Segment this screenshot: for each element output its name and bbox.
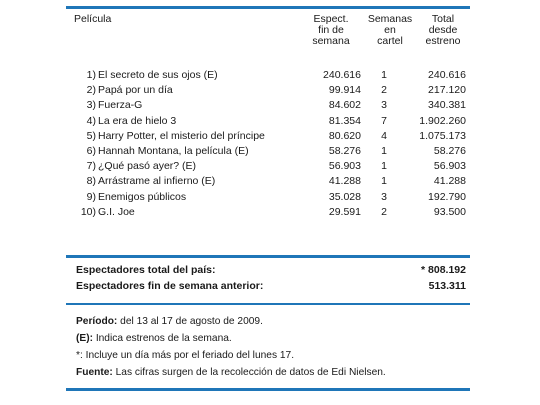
row-weeks: 7	[381, 114, 387, 127]
ranking-table	[66, 68, 470, 220]
row-rank: 3)	[86, 99, 96, 112]
row-title: La era de hielo 3	[98, 114, 177, 127]
table-row	[66, 159, 470, 174]
row-weeks: 1	[381, 144, 387, 157]
row-title: Harry Potter, el misterio del príncipe	[98, 129, 265, 142]
table-row	[66, 68, 470, 83]
header-weekend-line: semana	[312, 35, 350, 47]
table-row	[66, 205, 470, 220]
row-title: Fuerza-G	[98, 99, 143, 112]
table-row	[66, 144, 470, 159]
note-asterisk	[76, 350, 294, 362]
note-source-label: Fuente:	[76, 367, 113, 378]
table-row	[66, 174, 470, 189]
row-total: 1.075.173	[419, 129, 466, 142]
row-title: Enemigos públicos	[98, 190, 187, 203]
row-rank: 7)	[86, 160, 96, 173]
summary-prev-value: 513.311	[428, 280, 466, 292]
header-total-line: estreno	[425, 35, 461, 47]
note-period-text: del 13 al 17 de agosto de 2009.	[117, 316, 263, 327]
row-title: El secreto de sus ojos (E)	[98, 69, 218, 81]
note-source-text: Las cifras surgen de la recolección de datos de Edi Nielsen.	[112, 367, 386, 378]
row-weekend: 58.276	[328, 144, 361, 157]
header-weekend-line: Espect.	[313, 13, 349, 25]
row-weekend: 99.914	[328, 84, 361, 97]
top-rule	[66, 6, 470, 9]
row-weeks: 2	[381, 84, 387, 97]
row-total: 58.276	[433, 144, 466, 157]
table-row	[66, 98, 470, 113]
header-weeks-line: cartel	[377, 35, 403, 47]
row-title: G.I. Joe	[98, 205, 135, 218]
row-rank: 4)	[86, 114, 96, 127]
row-weekend: 29.591	[328, 205, 361, 218]
summary-total-label: Espectadores total del país:	[76, 264, 216, 276]
row-weekend: 80.620	[328, 129, 361, 142]
row-total: 93.500	[433, 205, 466, 218]
summary-total	[76, 263, 468, 277]
row-rank: 1)	[86, 69, 96, 81]
summary-total-value: * 808.192	[421, 264, 466, 276]
row-weekend: 240.616	[323, 69, 361, 81]
row-title: Hannah Montana, la película (E)	[98, 144, 249, 157]
row-total: 240.616	[428, 69, 466, 81]
row-weeks: 4	[381, 129, 387, 142]
note-period	[76, 316, 263, 328]
row-weeks: 3	[381, 190, 387, 203]
header-total-line: desde	[428, 24, 458, 36]
header-total-line: Total	[431, 13, 455, 25]
row-total: 41.288	[433, 175, 466, 188]
row-weeks: 2	[381, 205, 387, 218]
header-weekend	[300, 14, 362, 47]
row-weeks: 1	[381, 69, 387, 81]
row-total: 192.790	[428, 190, 466, 203]
row-rank: 9)	[86, 190, 96, 203]
row-weekend: 84.602	[328, 99, 361, 112]
row-total: 1.902.260	[419, 114, 466, 127]
summary-top-rule	[66, 255, 470, 258]
row-weeks: 3	[381, 99, 387, 112]
note-asterisk-text: *: Incluye un día más por el feriado del lunes 17.	[76, 350, 295, 361]
row-rank: 5)	[86, 129, 96, 142]
table-row	[66, 83, 470, 98]
row-weekend: 81.354	[328, 114, 361, 127]
row-weekend: 41.288	[328, 175, 361, 188]
table-row	[66, 190, 470, 205]
row-total: 56.903	[433, 160, 466, 173]
row-weekend: 56.903	[328, 160, 361, 173]
row-title: Papá por un día	[98, 84, 173, 97]
row-title: ¿Qué pasó ayer? (E)	[98, 160, 197, 173]
table-row	[66, 114, 470, 129]
row-rank: 10)	[80, 205, 96, 218]
row-rank: 2)	[86, 84, 96, 97]
row-total: 340.381	[428, 99, 466, 112]
notes-top-rule	[66, 303, 470, 305]
row-total: 217.120	[428, 84, 466, 97]
note-estreno	[76, 333, 232, 345]
header-weekend-line: fin de	[318, 24, 344, 36]
row-title: Arrástrame al infierno (E)	[98, 175, 216, 188]
note-period-label: Período:	[76, 316, 118, 327]
header-weeks-line: Semanas	[367, 13, 413, 25]
note-estreno-text: Indica estrenos de la semana.	[92, 333, 232, 344]
note-estreno-label: (E):	[76, 333, 93, 344]
table-row	[66, 129, 470, 144]
bottom-rule	[66, 388, 470, 391]
row-weekend: 35.028	[328, 190, 361, 203]
summary-prev	[76, 279, 468, 293]
row-weeks: 1	[381, 175, 387, 188]
header-weeks-line: en	[384, 24, 396, 36]
summary-prev-label: Espectadores fin de semana anterior:	[76, 280, 264, 292]
header-film: Película	[74, 13, 112, 25]
row-rank: 8)	[86, 175, 96, 188]
note-source	[76, 367, 386, 379]
header-weeks	[362, 14, 418, 47]
row-rank: 6)	[86, 144, 96, 157]
row-weeks: 1	[381, 160, 387, 173]
header-total	[418, 14, 468, 47]
